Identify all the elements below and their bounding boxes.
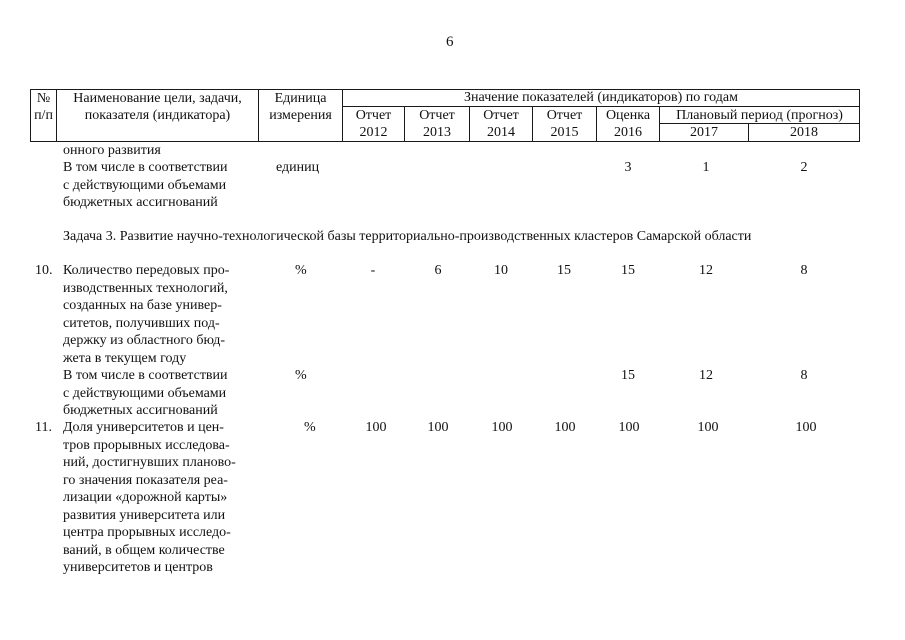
cell-2016: 15: [621, 263, 635, 278]
row-10-name: [63, 262, 229, 367]
row-text-line: университетов и центров: [63, 560, 213, 575]
row-11-unit: %: [304, 420, 316, 435]
header-num: [31, 90, 56, 124]
row-text-line: го значения показателя реа-: [63, 472, 228, 488]
header-right-border: [859, 89, 860, 142]
row-text-line: созданных на базе универ-: [63, 298, 222, 313]
row-text-line: ситетов, получивших под-: [63, 315, 220, 331]
header-col-2012-label: Отчет: [355, 108, 392, 123]
cell-2015: 100: [554, 420, 576, 435]
row-text-line: Количество передовых про-: [63, 263, 230, 278]
header-plan-period: Плановый период (прогноз): [676, 108, 843, 123]
cell-2018: 8: [800, 263, 808, 278]
header-col-2014-year: 2014: [487, 125, 515, 140]
row-number: 10.: [35, 263, 53, 278]
header-col-2012: [343, 107, 404, 141]
row-text-line: ваний, в общем количестве: [63, 542, 225, 558]
row-sub-a-unit: единиц: [276, 160, 320, 175]
header-col-2016-label: Оценка: [605, 108, 651, 123]
header-col-2016-year: 2016: [614, 125, 642, 140]
task-heading: Задача 3. Развитие научно-технологической базы территориально-производственных кластеров Самарской области: [63, 229, 752, 244]
header-unit-line1: Единица: [274, 91, 327, 106]
cell-2017: 12: [699, 263, 713, 278]
cell-2013: 6: [434, 263, 442, 278]
row-continuation-text: онного развития: [63, 143, 161, 158]
header-col-2013-label: Отчет: [419, 108, 455, 123]
row-text-line: с действующими объемами: [63, 177, 227, 193]
header-unit-line2: измерения: [269, 108, 332, 123]
row-text-line: Доля университетов и цен-: [63, 420, 224, 435]
header-name-line2: показателя (индикатора): [84, 108, 231, 123]
row-text-line: развития университета или: [63, 507, 226, 523]
row-sub-a-name: [63, 159, 228, 212]
row-continuation: [63, 142, 161, 160]
cell-2018: 8: [800, 368, 808, 383]
row-text-line: изводственных технологий,: [63, 280, 228, 296]
row-text-line: тров прорывных исследова-: [63, 437, 230, 453]
header-col-2016: [597, 107, 659, 141]
cell-2016: 100: [618, 420, 640, 435]
row-10-unit: %: [295, 263, 307, 278]
header-unit: [259, 90, 342, 124]
cell-2014: 10: [494, 263, 508, 278]
header-group-title: Значение показателей (индикаторов) по годам: [464, 90, 738, 105]
cell-2012: -: [370, 263, 376, 278]
header-col-2013-year: 2013: [423, 125, 451, 140]
header-col-2015-label: Отчет: [546, 108, 583, 123]
row-text-line: В том числе в соответствии: [63, 160, 228, 175]
cell-2016: 3: [624, 160, 632, 175]
cell-2017: 12: [699, 368, 713, 383]
row-number: 11.: [35, 420, 52, 435]
row-text-line: В том числе в соответствии: [63, 368, 228, 383]
row-sub-b-unit: %: [295, 368, 307, 383]
cell-2015: 15: [557, 263, 571, 278]
row-text-line: с действующими объемами: [63, 385, 227, 401]
row-text-line: центра прорывных исследо-: [63, 525, 231, 540]
header-col-2012-year: 2012: [359, 125, 388, 140]
row-text-line: жета в текущем году: [63, 350, 187, 366]
row-text-line: держку из областного бюд-: [63, 333, 225, 348]
header-name: [57, 90, 258, 124]
header-name-line1: Наименование цели, задачи,: [73, 91, 242, 106]
header-col-2018-year: 2018: [790, 125, 818, 140]
row-text-line: лизации «дорожной карты»: [63, 490, 228, 505]
cell-2017: 1: [702, 160, 710, 175]
header-col-2013: [405, 107, 469, 141]
header-col-2015: [533, 107, 596, 141]
cell-2016: 15: [621, 368, 635, 383]
cell-2017: 100: [697, 420, 719, 435]
row-text-line: бюджетных ассигнований: [63, 403, 218, 418]
row-text-line: бюджетных ассигнований: [63, 195, 218, 210]
row-11-name: [63, 419, 236, 577]
header-col-2015-year: 2015: [550, 125, 579, 140]
row-sub-b-name: [63, 367, 228, 420]
row-text-line: ний, достигнувших планово-: [63, 455, 236, 470]
header-col-2014: [470, 107, 532, 141]
header-num-line1: №: [36, 91, 51, 106]
header-num-line2: п/п: [34, 108, 53, 123]
cell-2014: 100: [491, 420, 513, 435]
header-col-2017-year: 2017: [690, 125, 718, 140]
cell-2018: 100: [795, 420, 817, 435]
header-col-2014-label: Отчет: [483, 108, 519, 123]
cell-2013: 100: [427, 420, 449, 435]
cell-2012: 100: [365, 420, 387, 435]
cell-2018: 2: [800, 160, 808, 175]
page-number: 6: [446, 34, 454, 50]
